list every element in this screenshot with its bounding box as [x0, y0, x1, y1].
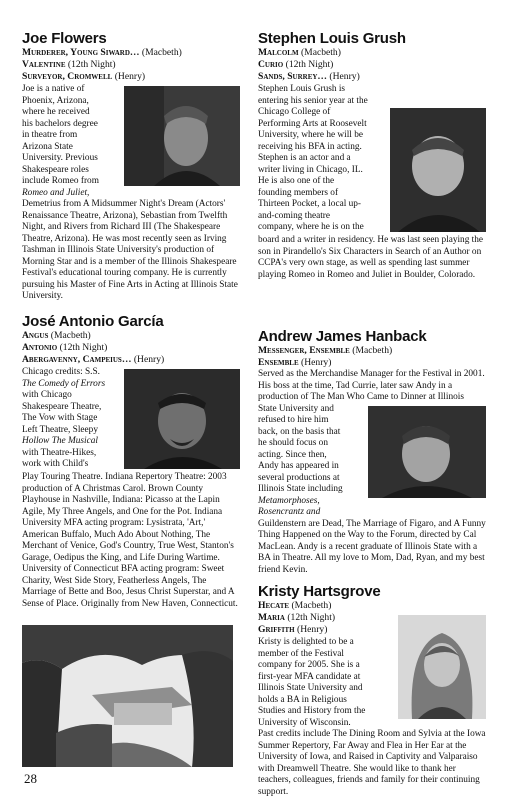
headshot-photo	[368, 406, 486, 498]
role-line: Surveyor, Cromwell (Henry)	[22, 71, 146, 82]
bio-text-continued: Guildenstern are Dead, The Marriage of Figaro, and A Funny Thing Happened on the Way to the Forum, directed by Cal MacLean. Andy is a recent graduate of Illinois State with a BA in Theatre. All my love to Mom, Dad, Ryan, and my best friend Kevin.	[258, 518, 486, 575]
role-line: Valentine (12th Night)	[22, 59, 116, 70]
role-line: Murderer, Young Siward… (Macbeth)	[22, 47, 182, 58]
headshot-photo	[398, 615, 486, 719]
headshot-photo	[390, 108, 486, 232]
actor-name: Andrew James Hanback	[258, 328, 427, 345]
bio-text-continued: Play Touring Theatre. Indiana Repertory Theatre: 2003 production of A Christmas Carol. Brown County Playhouse in Nashville, Indiana: Picasso at the Lapin Agile, My Three Angels, and One for the Pot. Indiana University MFA acting program: Lysistrata, 'Art,' American Buffalo, Much Ado About Nothing, The Merchant of Venice, God's Country, True West, Stanton's Garage, Oedipus the King, and Life During Wartime. University of Connecticut BFA acting program: Sweet Charity, West Side Story, Featherless Angels, The Marriage of Bette and Boo, Jesus Christ Superstar, and A Sense of Place. Originally from New Haven, Connecticut.	[22, 472, 238, 609]
actor-name: José Antonio García	[22, 313, 164, 330]
page-number: 28	[24, 771, 37, 786]
role-line: Hecate (Macbeth)	[258, 600, 332, 611]
headshot-photo	[124, 86, 240, 186]
bio-text-lead: Served as the Merchandise Manager for the Festival in 2001. His boss at the time, Tad Currie, later saw Andy in a production of The Man Who Came to Dinner at Illinois	[258, 369, 485, 402]
role-line: Sands, Surrey… (Henry)	[258, 71, 360, 82]
role-line: Abergavenny, Campeius… (Henry)	[22, 354, 165, 365]
role-line: Antonio (12th Night)	[22, 342, 108, 353]
bio-text: Joe is a native of Phoenix, Arizona, where he received his bachelors degree in theatre from Arizona State University. Previous Shakespeare roles include Romeo from Romeo and Juliet,	[22, 84, 99, 198]
actor-name: Stephen Louis Grush	[258, 30, 406, 47]
bio-text: State University and refused to hire him back, on the basis that he should focus on acting. Since then, Andy has appeared in several productions at Illinois State including Metamorphoses, Rosencrantz and	[258, 403, 343, 517]
role-line: Malcolm (Macbeth)	[258, 47, 341, 58]
bio-text-continued: board and a writer in residency. He was last seen playing the son in Pirandello's Six Characters in Search of an Author on CCPA's very own stage, as well as spending last summer playing Romeo in Romeo and Juliet in Boulder, Colorado.	[258, 235, 484, 280]
garden-theatre-photo	[22, 625, 233, 767]
role-line: Angus (Macbeth)	[22, 330, 91, 341]
role-line: Maria (12th Night)	[258, 612, 336, 623]
role-line: Messenger, Ensemble (Macbeth)	[258, 345, 393, 356]
bio-jose-antonio-garcia	[22, 313, 240, 610]
headshot-photo	[124, 369, 240, 469]
bio-text: Kristy is delighted to be a member of the Festival company for 2005. She is a first-year MFA candidate at Illinois State University and holds a BA in Religious Studies and History from the University of Wisconsin.	[258, 637, 366, 728]
role-line: Ensemble (Henry)	[258, 357, 332, 368]
bio-text-continued: Demetrius from A Midsummer Night's Dream (Actors' Renaissance Theatre, Arizona), Sebastian from Twelfth Night, and Rivers from Richard III (The Shakespeare Theatre, Arizona). He was most recently seen as Irving Tashman in Illinois State University's production of Morning Star and is a member of the Illinois Shakespeare Festival's educational touring company. He is currently pursuing his Master of Fine Arts in Acting at Illinois State University.	[22, 199, 238, 301]
bio-text-continued: Past credits include The Dining Room and Sylvia at the Iowa Summer Repertory, Far Away and Flea in Her Ear at the University of Iowa, and Raised in Captivity and Valparaiso with Dreamwell Theatre. She would like to thank her teachers, colleagues, friends and family for their continuing support.	[258, 729, 486, 797]
actor-name: Joe Flowers	[22, 30, 107, 47]
bio-kristy-hartsgrove	[258, 583, 486, 798]
bio-joe-flowers	[22, 30, 240, 303]
bio-text: Chicago credits: S.S. The Comedy of Errors with Chicago Shakespeare Theatre, The Vow with Stage Left Theatre, Sleepy Hollow The Musical with Theatre-Hikes, work with Child's	[22, 367, 106, 469]
role-line: Griffith (Henry)	[258, 624, 328, 635]
bio-andrew-james-hanback	[258, 328, 486, 576]
role-line: Curio (12th Night)	[258, 59, 334, 70]
actor-name: Kristy Hartsgrove	[258, 583, 381, 600]
bio-stephen-louis-grush	[258, 30, 486, 281]
bio-text: Stephen Louis Grush is entering his senior year at the Chicago College of Performing Arts at Roosevelt University, where he will be receiving his BFA in acting. Stephen is an actor and a writer living in Chicago, IL. He is also one of the founding members of Thirteen Pocket, a local up- and-coming theatre company, where he is on the	[258, 84, 368, 232]
